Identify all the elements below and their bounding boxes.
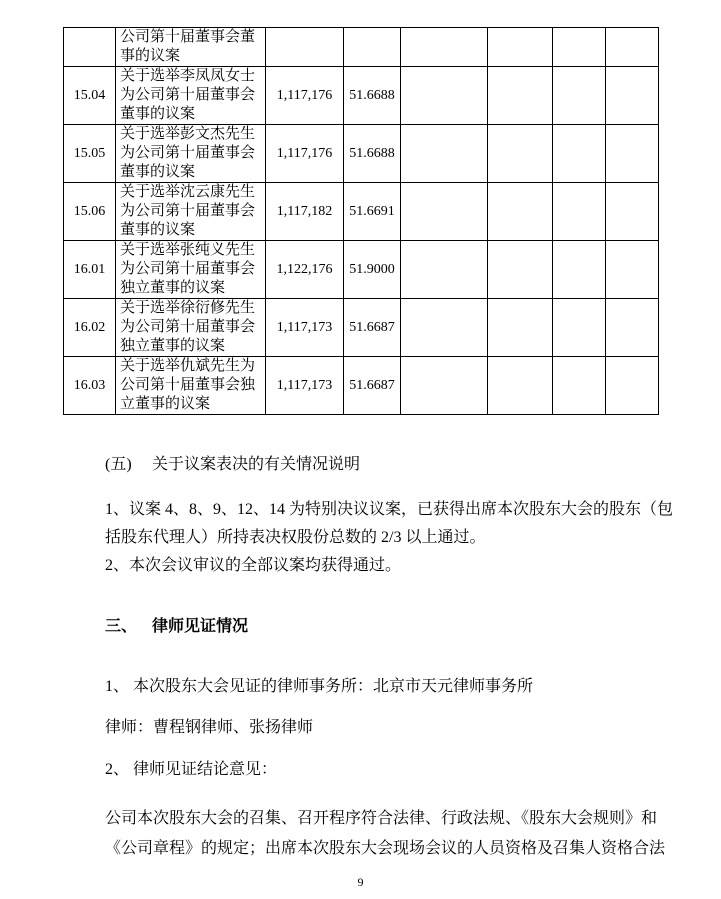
table-row bbox=[64, 183, 659, 241]
empty-cell bbox=[553, 28, 606, 67]
percentage-cell: 51.6687 bbox=[344, 299, 401, 357]
votes-cell: 1,117,176 bbox=[266, 125, 344, 183]
table-row bbox=[64, 241, 659, 299]
table-row bbox=[64, 67, 659, 125]
percentage-cell: 51.6691 bbox=[344, 183, 401, 241]
empty-cell bbox=[606, 357, 659, 415]
empty-cell bbox=[488, 28, 553, 67]
empty-cell bbox=[553, 67, 606, 125]
empty-cell bbox=[401, 28, 488, 67]
proposal-name-cell: 关于选举仇斌先生为公司第十届董事会独立董事的议案 bbox=[116, 357, 266, 415]
page-number: 9 bbox=[357, 875, 364, 889]
paragraph-line: 《公司章程》的规定；出席本次股东大会现场会议的人员资格及召集人资格合法 bbox=[105, 840, 666, 857]
table-row bbox=[64, 28, 659, 67]
percentage-cell: 51.9000 bbox=[344, 241, 401, 299]
empty-cell bbox=[553, 299, 606, 357]
section-label: 三、 bbox=[105, 618, 138, 635]
votes-cell: 1,122,176 bbox=[266, 241, 344, 299]
empty-cell bbox=[606, 183, 659, 241]
votes-cell: 1,117,173 bbox=[266, 357, 344, 415]
proposal-name-cell: 关于选举彭文杰先生为公司第十届董事会董事的议案 bbox=[116, 125, 266, 183]
proposal-number-cell: 16.01 bbox=[64, 241, 116, 299]
paragraph-opinion-label: 2、 律师见证结论意见： bbox=[105, 761, 278, 778]
empty-cell bbox=[488, 357, 553, 415]
paragraph-line: 1、议案 4、8、9、12、14 为特别决议议案，已获得出席本次股东大会的股东（包 bbox=[105, 501, 674, 518]
section-heading-voting-note bbox=[105, 455, 360, 475]
proposal-number-cell bbox=[64, 28, 116, 67]
empty-cell bbox=[401, 299, 488, 357]
percentage-cell: 51.6688 bbox=[344, 125, 401, 183]
proposal-name-cell: 公司第十届董事会董事的议案 bbox=[116, 28, 266, 67]
empty-cell bbox=[488, 299, 553, 357]
votes-cell: 1,117,176 bbox=[266, 67, 344, 125]
proposal-number-cell: 16.03 bbox=[64, 357, 116, 415]
empty-cell bbox=[488, 125, 553, 183]
paragraph-all-passed: 2、本次会议审议的全部议案均获得通过。 bbox=[105, 557, 402, 574]
section-label: (五) bbox=[105, 456, 132, 473]
empty-cell bbox=[606, 28, 659, 67]
section-title: 律师见证情况 bbox=[152, 618, 249, 635]
table-row bbox=[64, 299, 659, 357]
empty-cell bbox=[553, 183, 606, 241]
paragraph-line: 括股东代理人）所持表决权股份总数的 2/3 以上通过。 bbox=[105, 529, 486, 546]
empty-cell bbox=[401, 241, 488, 299]
section-title: 关于议案表决的有关情况说明 bbox=[152, 456, 361, 473]
empty-cell bbox=[553, 241, 606, 299]
percentage-cell bbox=[344, 28, 401, 67]
proposal-name-cell: 关于选举李凤凤女士为公司第十届董事会董事的议案 bbox=[116, 67, 266, 125]
paragraph-law-firm: 1、 本次股东大会见证的律师事务所：北京市天元律师事务所 bbox=[105, 678, 534, 695]
proposal-name-cell: 关于选举沈云康先生为公司第十届董事会董事的议案 bbox=[116, 183, 266, 241]
empty-cell bbox=[606, 241, 659, 299]
votes-cell: 1,117,173 bbox=[266, 299, 344, 357]
empty-cell bbox=[488, 241, 553, 299]
votes-cell bbox=[266, 28, 344, 67]
section-heading-lawyer-witness bbox=[105, 617, 248, 637]
proposal-name-cell: 关于选举徐衍修先生为公司第十届董事会独立董事的议案 bbox=[116, 299, 266, 357]
empty-cell bbox=[606, 299, 659, 357]
empty-cell bbox=[401, 67, 488, 125]
empty-cell bbox=[401, 357, 488, 415]
paragraph-lawyers: 律师：曹程钢律师、张扬律师 bbox=[105, 719, 314, 736]
empty-cell bbox=[488, 67, 553, 125]
proposal-number-cell: 15.04 bbox=[64, 67, 116, 125]
proposal-number-cell: 15.06 bbox=[64, 183, 116, 241]
paragraph-conclusion bbox=[105, 804, 666, 864]
proposal-number-cell: 16.02 bbox=[64, 299, 116, 357]
votes-cell: 1,117,182 bbox=[266, 183, 344, 241]
percentage-cell: 51.6687 bbox=[344, 357, 401, 415]
paragraph-line: 公司本次股东大会的召集、召开程序符合法律、行政法规、《股东大会规则》和 bbox=[105, 810, 658, 827]
percentage-cell: 51.6688 bbox=[344, 67, 401, 125]
empty-cell bbox=[606, 67, 659, 125]
empty-cell bbox=[401, 125, 488, 183]
table-row bbox=[64, 357, 659, 415]
table-row bbox=[64, 125, 659, 183]
paragraph-special-resolutions bbox=[105, 496, 674, 552]
proposal-name-cell: 关于选举张纯义先生为公司第十届董事会独立董事的议案 bbox=[116, 241, 266, 299]
empty-cell bbox=[488, 183, 553, 241]
empty-cell bbox=[401, 183, 488, 241]
empty-cell bbox=[553, 125, 606, 183]
empty-cell bbox=[553, 357, 606, 415]
empty-cell bbox=[606, 125, 659, 183]
proposal-number-cell: 15.05 bbox=[64, 125, 116, 183]
voting-results-table bbox=[63, 27, 659, 415]
